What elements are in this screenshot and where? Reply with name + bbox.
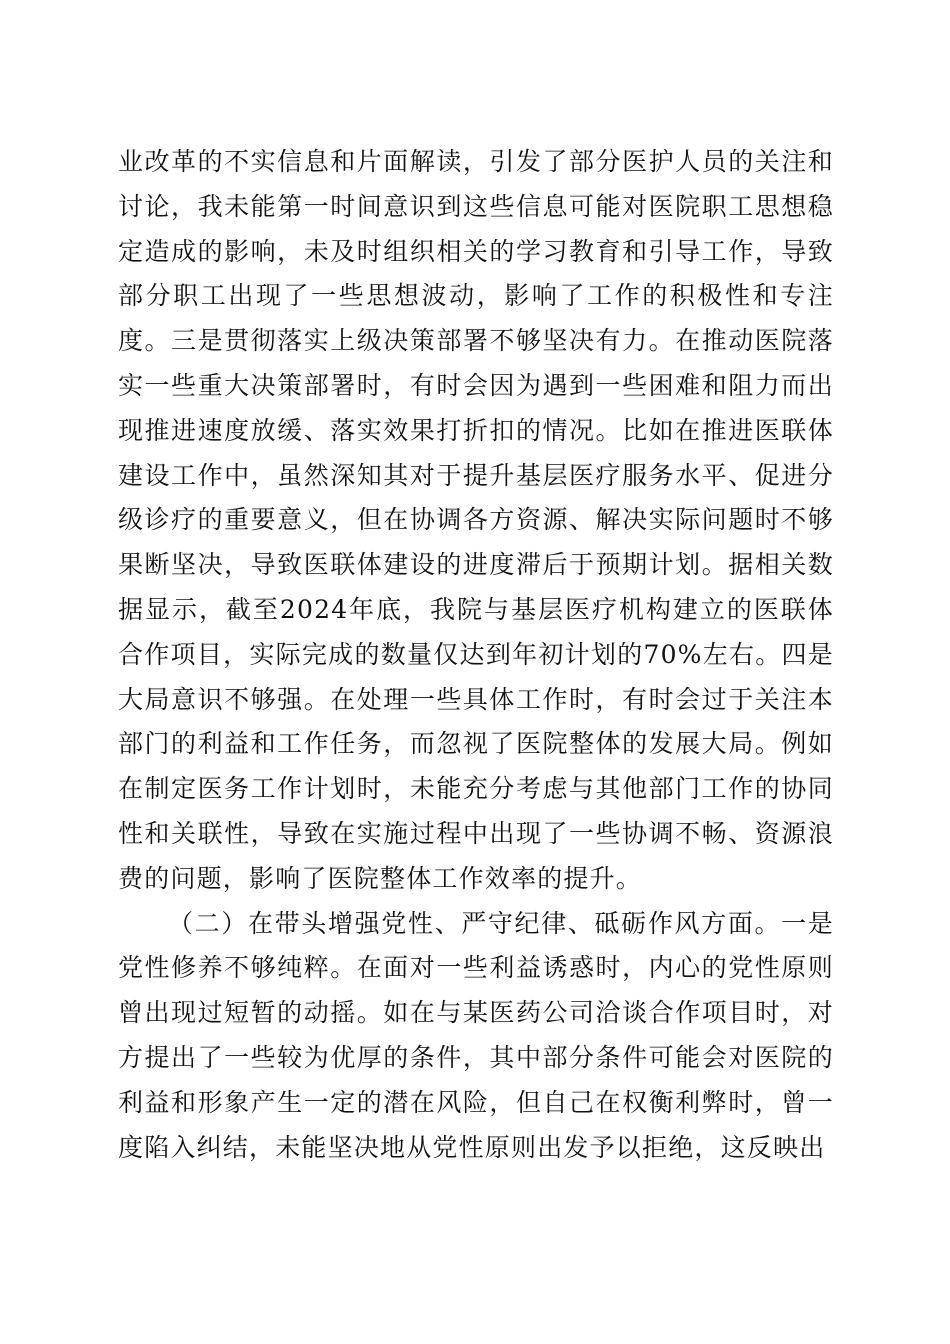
document-body <box>118 140 834 1170</box>
paragraph-section-two: （二）在带头增强党性、严守纪律、砥砺作风方面。一是党性修养不够纯粹。在面对一些利益诱惑时，内心的党性原则曾出现过短暂的动摇。如在与某医药公司洽谈合作项目时，对方提出了一些较为优厚的条件，其中部分条件可能会对医院的利益和形象产生一定的潜在风险，但自己在权衡利弊时，曾一度陷入纠结，未能坚决地从党性原则出发予以拒绝，这反映出 <box>118 908 834 1162</box>
paragraph-continuation: 业改革的不实信息和片面解读，引发了部分医护人员的关注和讨论，我未能第一时间意识到这些信息可能对医院职工思想稳定造成的影响，未及时组织相关的学习教育和引导工作，导致部分职工出现了一些思想波动，影响了工作的积极性和专注度。三是贯彻落实上级决策部署不够坚决有力。在推动医院落实一些重大决策部署时，有时会因为遇到一些困难和阻力而出现推进速度放缓、落实效果打折扣的情况。比如在推进医联体建设工作中，虽然深知其对于提升基层医疗服务水平、促进分级诊疗的重要意义，但在协调各方资源、解决实际问题时不够果断坚决，导致医联体建设的进度滞后于预期计划。据相关数据显示，截至2024年底，我院与基层医疗机构建立的医联体合作项目，实际完成的数量仅达到年初计划的70%左右。四是大局意识不够强。在处理一些具体工作时，有时会过于关注本部门的利益和工作任务，而忽视了医院整体的发展大局。例如在制定医务工作计划时，未能充分考虑与其他部门工作的协同性和关联性，导致在实施过程中出现了一些协调不畅、资源浪费的问题，影响了医院整体工作效率的提升。 <box>118 147 834 893</box>
